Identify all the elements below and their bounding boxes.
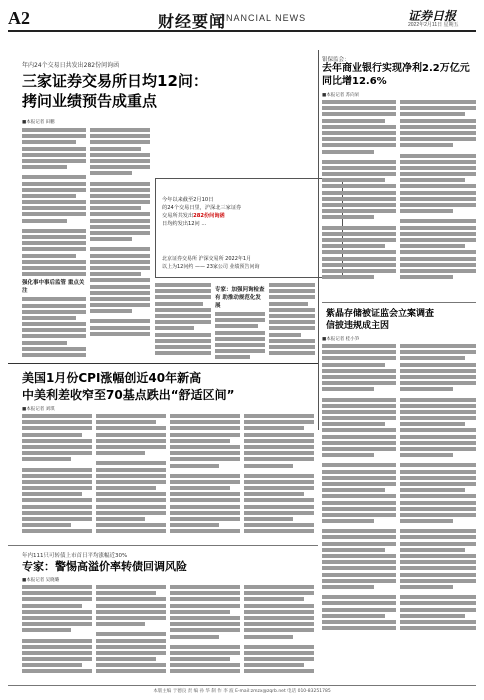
right-top-body-column-1 — [322, 100, 396, 300]
bottom-body-column-2 — [96, 585, 166, 683]
main-body-column-2 — [90, 128, 150, 360]
bottom-body-column-3 — [170, 585, 240, 683]
footer-rule — [8, 685, 476, 686]
quote-highlight: 282份问询函 — [193, 213, 225, 219]
bottom-kicker: 年内111只可转债上市首日平均涨幅近30% — [22, 553, 128, 559]
quote-line-4: 日均约发出12问 ... — [162, 221, 207, 227]
bottom-section-divider — [8, 545, 318, 546]
bottom-byline: ■本报记者 吴晓璐 — [22, 578, 60, 583]
cpi-body-column-2 — [96, 414, 166, 542]
main-subhead: 强化事中事后监管 重点关注 — [22, 280, 85, 295]
cpi-body-column-1 — [22, 414, 92, 542]
quote-line-2: 的24个交易日里，沪深北三家证券 — [162, 205, 242, 211]
quote-box-text — [162, 196, 312, 228]
right-mid-byline: ■本报记者 桂小笋 — [322, 337, 360, 342]
section-title: 财经要闻 — [158, 12, 227, 31]
quote-box-footnote — [162, 256, 332, 271]
quote-line-3: 交易所共发出 — [162, 213, 194, 219]
main-headline-line-2: 拷问业绩预告成重点 — [22, 92, 158, 110]
right-story-divider — [322, 302, 476, 303]
newspaper-logo: 证券日报 — [408, 9, 457, 23]
main-body-column-5 — [269, 283, 315, 360]
right-mid-headline-line-2: 信披违规成主因 — [326, 321, 390, 331]
issue-date: 2022年2月11日 星期五 — [408, 22, 459, 28]
main-subhead-2: 专家：加强问询检查有 助推动规范化发展 — [215, 287, 265, 309]
quote-line-1: 今年以来截至2月10日 — [162, 197, 214, 203]
section-title-english: FINANCIAL NEWS — [216, 13, 307, 23]
right-mid-body-column-1 — [322, 344, 396, 664]
main-headline-line-1: 三家证券交易所日均12问： — [22, 72, 208, 90]
main-kicker: 年内24个交易日共发出282份问询函 — [22, 62, 120, 69]
main-body-column-4 — [215, 283, 265, 360]
bottom-body-column-1 — [22, 585, 92, 683]
cpi-headline-line-1: 美国1月份CPI涨幅创近40年新高 — [22, 371, 202, 385]
section-divider — [8, 363, 318, 364]
main-body-column-3 — [155, 283, 211, 360]
cpi-byline: ■本报记者 刘琪 — [22, 407, 55, 412]
masthead — [8, 6, 476, 32]
main-byline: ■本报记者 田鹏 — [22, 120, 55, 125]
right-top-kicker: 银保监会： — [322, 57, 350, 63]
page-number: A2 — [8, 8, 30, 28]
cpi-body-column-3 — [170, 414, 240, 542]
bottom-body-column-4 — [244, 585, 314, 683]
right-mid-headline-line-1: 紫晶存储被证监会立案调查 — [326, 309, 435, 319]
right-top-byline: ■本报记者 苏向杲 — [322, 93, 360, 98]
page-footer: 本版主编 于德良 责 编 孙 华 制 作 李 波 E-mail:zmzx@zqrb.net 电话 010-83251785 — [153, 689, 331, 694]
quote-foot-1: 北京证券交易所 沪深交易所 2022年1月 — [162, 256, 252, 262]
quote-foot-2: 以上为12问约 —— 23家公司 业绩预告问询 — [162, 263, 260, 270]
main-body-column-1 — [22, 128, 86, 360]
cpi-body-column-4 — [244, 414, 314, 542]
right-top-headline-line-2: 同比增12.6% — [322, 76, 387, 87]
right-top-headline-line-1: 去年商业银行实现净利2.2万亿元 — [322, 63, 470, 74]
right-top-body-column-2 — [400, 100, 476, 300]
right-mid-body-column-2 — [400, 344, 476, 664]
cpi-headline-line-2: 中美利差收窄至70基点跌出“舒适区间” — [22, 388, 235, 402]
bottom-headline: 专家：警惕高溢价率转债回调风险 — [22, 560, 187, 573]
